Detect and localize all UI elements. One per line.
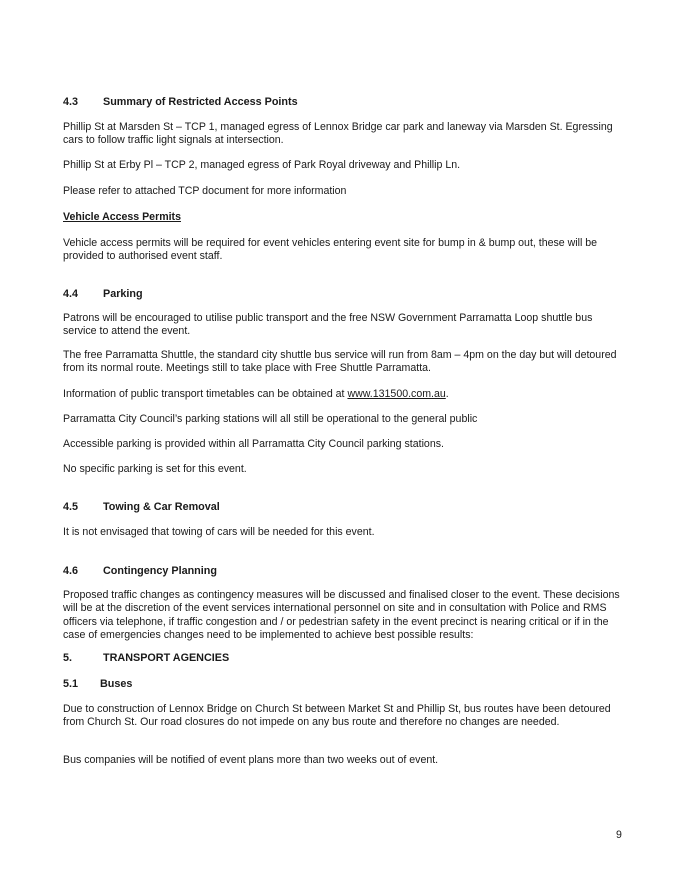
contingency-planning-text: Proposed traffic changes as contingency measures will be discussed and finalised closer to the event. These decisions will be at the discretion of the event services international personnel on site and in consultation with Police and RMS officers via telephone, if traffic congestion and / or pedestrian safety in the event precinct is nearing critical or if in the case of emergencies changes need to be implemented to achieve best possible results: <box>63 589 620 642</box>
section-number: 5.1 <box>63 678 79 690</box>
vehicle-access-permits-text: Vehicle access permits will be required for event vehicles entering event site for bump in & bump out, these will be provided to authorised event staff. <box>63 237 598 263</box>
restricted-access-tcp1: Phillip St at Marsden St – TCP 1, managed egress of Lennox Bridge car park and laneway via Marsden St. Egressing cars to follow traffic light signals at intersection. <box>63 121 613 147</box>
parking-public-transport: Patrons will be encouraged to utilise public transport and the free NSW Government Parramatta Loop shuttle bus service to attend the event. <box>63 312 593 338</box>
parking-stations-note: Parramatta City Council’s parking stations will all still be operational to the general public <box>63 413 478 425</box>
section-title: Contingency Planning <box>103 565 217 577</box>
accessible-parking-note: Accessible parking is provided within all Parramatta City Council parking stations. <box>63 438 444 450</box>
parking-timetable-info <box>63 388 628 401</box>
section-number: 4.3 <box>63 96 79 108</box>
transport-website-link[interactable]: www.131500.com.au <box>347 388 446 400</box>
section-4-5-heading <box>63 501 628 514</box>
restricted-access-tcp2: Phillip St at Erby Pl – TCP 2, managed egress of Park Royal driveway and Phillip Ln. <box>63 159 461 171</box>
tcp-reference-note: Please refer to attached TCP document for more information <box>63 185 347 197</box>
page-number: 9 <box>616 829 622 841</box>
section-number: 5. <box>63 652 73 664</box>
vehicle-access-permits-heading: Vehicle Access Permits <box>63 211 181 223</box>
section-5-1-heading <box>63 678 628 691</box>
parking-shuttle-service: The free Parramatta Shuttle, the standard city shuttle bus service will run from 8am – 4pm on the day but will detoured from its normal route. Meetings still to take place with Free Shuttle Parramatta. <box>63 349 617 375</box>
bus-companies-notice: Bus companies will be notified of event plans more than two weeks out of event. <box>63 754 439 766</box>
section-4-4-heading <box>63 288 628 301</box>
no-specific-parking-note: No specific parking is set for this event. <box>63 463 247 475</box>
section-title: Towing & Car Removal <box>103 501 220 513</box>
section-4-3-heading <box>63 96 628 109</box>
section-number: 4.5 <box>63 501 79 513</box>
section-number: 4.4 <box>63 288 79 300</box>
section-title: Summary of Restricted Access Points <box>103 96 298 108</box>
section-title: Buses <box>100 678 133 690</box>
section-title: TRANSPORT AGENCIES <box>103 652 230 664</box>
section-title: Parking <box>103 288 143 300</box>
section-4-6-heading <box>63 565 628 578</box>
section-5-heading <box>63 652 628 665</box>
timetable-text: Information of public transport timetables can be obtained at <box>63 388 348 400</box>
timetable-suffix: . <box>445 388 449 400</box>
section-number: 4.6 <box>63 565 79 577</box>
buses-detour-text: Due to construction of Lennox Bridge on Church St between Market St and Phillip St, bus routes have been detoured from Church St. Our road closures do not impede on any bus route and therefore no changes are needed. <box>63 703 611 729</box>
towing-text: It is not envisaged that towing of cars will be needed for this event. <box>63 526 375 538</box>
